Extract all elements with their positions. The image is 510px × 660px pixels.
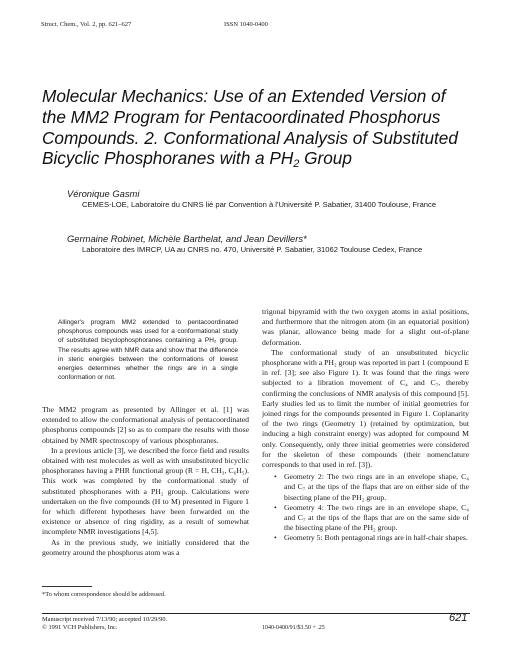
- journal-citation: Struct. Chem., Vol. 2, pp. 621–627: [41, 21, 132, 28]
- article-title-tail: Group: [299, 148, 352, 169]
- paragraph: The conformational study of an unsubstituted bicyclic phosphorane with a PH₂ group was reported in part 1 (compound E in ref. [3]; see also Figure 1). It was found that the rings were subjected to a libration movement of C₄ and C₇, thereby confirming the conclusions of NMR analysis of this compound [5]. Early studies led us to limit the number of initial geometries for joined rings for the compounds presented in Figure 1. Coplanarity of the two rings (Geometry 1) (retained by optimization, but inducing a high constraint energy) was adopted for compound M only. Consequently, only three initial geometries were considered for the skeleton of these compounds (their nomenclature corresponds to that used in ref. [3]).: [262, 347, 469, 470]
- issn: ISSN 1040-0400: [224, 21, 268, 28]
- price-code: 1040-0400/91/$3.50 + .25: [262, 625, 325, 631]
- body-column-left: [42, 405, 249, 558]
- list-item: [274, 502, 469, 534]
- correspondence-footnote: *To whom correspondence should be addressed.: [42, 591, 166, 598]
- article-title: [42, 86, 474, 175]
- paragraph: As in the previous study, we initially considered that the geometry around the phosphorus atom was a: [42, 537, 249, 557]
- author-2: Germaine Robinet, Michèle Barthelat, and Jean Devillers*: [67, 233, 307, 244]
- geometry-list: [262, 472, 469, 543]
- bullet-icon: •: [274, 533, 277, 543]
- paragraph: In a previous article [3], we described the force field and results obtained with test molecules as well as with unsubstituted bicyclic phosphoranes having a PHR functional group (R = H, CH₃, C₆H₅). This work was completed by the conformational study of substituted phosphoranes with a PH₂ group. Calculations were undertaken on the five compounds (H to M) presented in Figure 1 for which different hypotheses have been forwarded on the existence or absence of ring rigidity, as a result of somewhat incomplete NMR investigations [4,5].: [42, 445, 249, 537]
- bullet-icon: •: [274, 502, 277, 512]
- footer-divider: [42, 613, 470, 614]
- copyright: © 1991 VCH Publishers, Inc.: [42, 624, 118, 632]
- affiliation-2: Laboratoire des IMRCP, UA au CNRS no. 470, Université P. Sabatier, 31062 Toulouse Cedex, France: [82, 245, 423, 254]
- paragraph: trigonal bipyramid with the two oxygen atoms in axial positions, and furthermore that the nitrogen atom (in an equatorial position) was planar, allowance being made for a slight out-of-plane deformation.: [262, 307, 469, 347]
- body-column-right: [262, 307, 469, 544]
- page-number: 621: [449, 612, 468, 624]
- affiliation-1: CEMES-LOE, Laboratoire du CNRS lié par Convention à l'Université P. Sabatier, 31400 Toulouse, France: [82, 200, 437, 209]
- list-item-text: Geometry 5: Both pentagonal rings are in half-chair shapes.: [284, 533, 468, 543]
- list-item-text: Geometry 2: The two rings are in an envelope shape, C₄ and C₇ at the tips of the flaps that are on either side of the bisecting plane of the PH₂ group.: [284, 472, 469, 502]
- list-item: [274, 472, 469, 503]
- paragraph: The MM2 program as presented by Allinger et al. [1] was extended to allow the conformational analysis of pentacoordinated phosphorus compounds [2] so as to compare the results with those obtained by NMR spectroscopy of various phosphoranes.: [42, 405, 249, 445]
- list-item-text: Geometry 4: The two rings are in an envelope shape, C₄ and C₇ at the tips of the flaps that are on the same side of the bisecting plane of the PH₂ group.: [284, 502, 469, 533]
- list-item: [274, 533, 469, 543]
- article-title-main: Molecular Mechanics: Use of an Extended Version of the MM2 Program for Pentacoordinated Phosphorus Compounds. 2. Conformational Analysis of Substituted Bicyclic Phosphoranes with a PH: [42, 86, 458, 169]
- author-1: Véronique Gasmi: [67, 188, 140, 199]
- bullet-icon: •: [274, 472, 277, 482]
- article-title-subscript: 2: [293, 158, 300, 171]
- footnote-divider: [42, 586, 92, 587]
- manuscript-info: [42, 616, 167, 632]
- abstract: Allinger's program MM2 extended to pentacoordinated phosphorus compounds was used for a conformational study of substituted bicyclophosphoranes containing a PH₂ group. The results agree with NMR data and show that the difference in steric energies between the conformations of lowest energies determines whether the rings are in a single conformation or not.: [58, 319, 238, 382]
- received-date: Manuscript received 7/13/90; accepted 10/29/90.: [42, 616, 168, 623]
